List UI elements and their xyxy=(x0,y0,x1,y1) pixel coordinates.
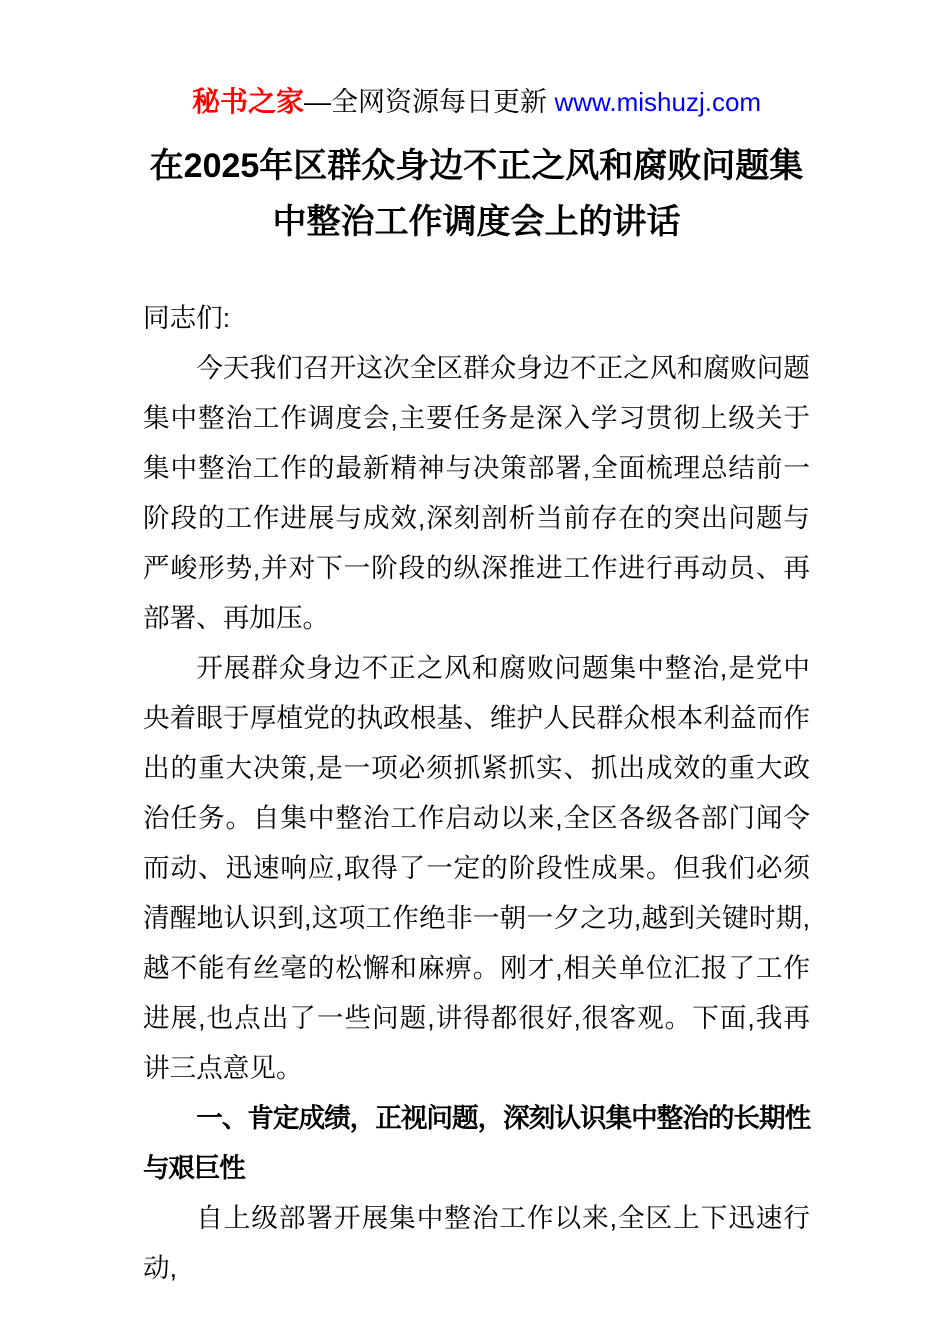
salutation: 同志们: xyxy=(143,303,231,333)
document-title: 在2025年区群众身边不正之风和腐败问题集中整治工作调度会上的讲话 xyxy=(149,147,804,241)
paragraph: 自上级部署开展集中整治工作以来,全区上下迅速行动, xyxy=(143,1203,810,1283)
paragraph: 开展群众身边不正之风和腐败问题集中整治,是党中央着眼于厚植党的执政根基、维护人民群众根本利益而作出的重大决策,是一项必须抓紧抓实、抓出成效的重大政治任务。自集中整治工作启动以来,全区各级各部门闻令而动、迅速响应,取得了一定的阶段性成果。但我们必须清醒地认识到,这项工作绝非一朝一夕之功,越到关键时期,越不能有丝毫的松懈和麻痹。刚才,相关单位汇报了工作进展,也点出了一些问题,讲得都很好,很客观。下面,我再讲三点意见。 xyxy=(143,653,810,1083)
site-header xyxy=(143,84,810,120)
site-tagline: —全网资源每日更新 xyxy=(303,87,555,117)
site-url-link[interactable]: www.mishuzj.com xyxy=(554,87,762,117)
document-body xyxy=(143,293,810,1293)
section-heading: 一、肯定成绩，正视问题，深刻认识集中整治的长期性与艰巨性 xyxy=(143,1103,810,1183)
site-brand: 秘书之家 xyxy=(191,86,304,117)
paragraph: 今天我们召开这次全区群众身边不正之风和腐败问题集中整治工作调度会,主要任务是深入学习贯彻上级关于集中整治工作的最新精神与决策部署,全面梳理总结前一阶段的工作进展与成效,深刻剖析当前存在的突出问题与严峻形势,并对下一阶段的纵深推进工作进行再动员、再部署、再加压。 xyxy=(143,353,810,633)
